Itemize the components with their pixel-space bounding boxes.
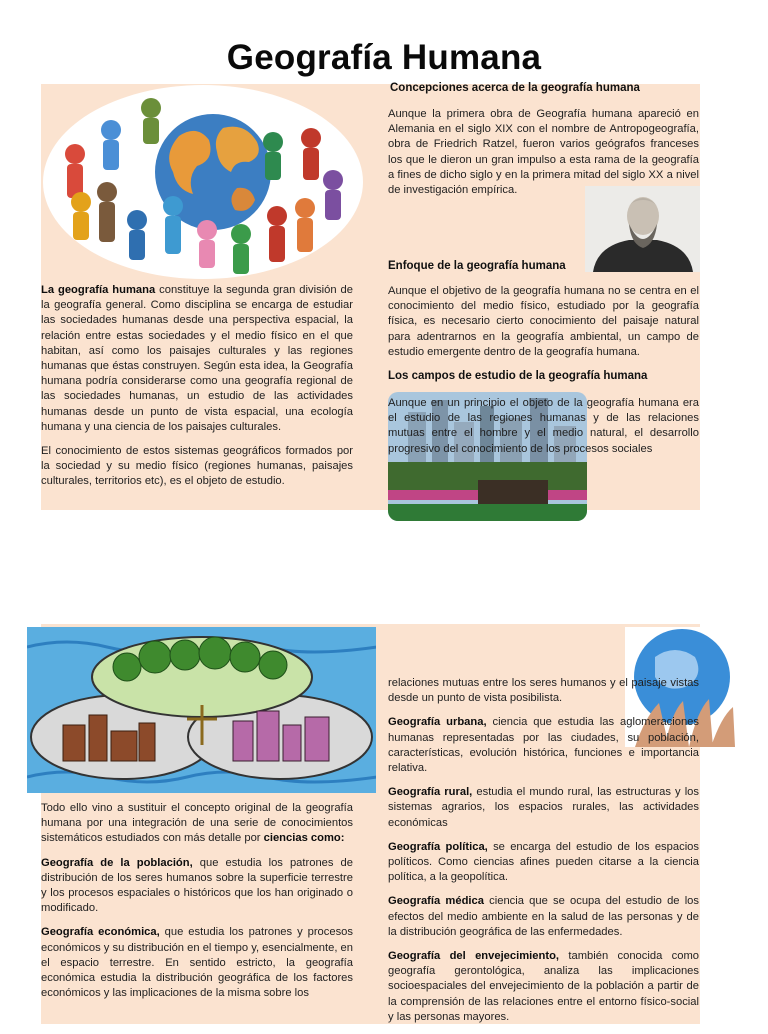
- intro-body: constituye la segunda gran división de la geografía general. Como disciplina se encarga de estudiar las sociedades humanas desde una perspectiva espacial, la relación entre estas sociedades y el medio físico en el que habitan, así como los paisajes culturales y las regiones humanas que éstas construyen. Según esta idea, la Geografía humana podría considerarse como una geografía regional de las sociedades humanas, un estudio de las actividades humanas desde un punto de vista espacial, una ecología humana y una ciencia de los paisajes culturales.: [41, 284, 353, 433]
- bottom-left-text: [41, 801, 353, 1010]
- posibilista-text: relaciones mutuas entre los seres humanos y el paisaje vistas desde un punto de vista posibilista.: [388, 677, 699, 705]
- intro-lead: La geografía humana: [41, 284, 156, 296]
- urbana-body: ciencia que estudia las aglomeraciones humanas representadas por las ciudades, su población, características, evolución histórica, funciones e importancia relativa.: [388, 716, 699, 775]
- intro-text: [41, 283, 353, 499]
- rural-title: Geografía rural,: [388, 786, 473, 799]
- envejecimiento-body: también conocida como geografía gerontológica, analiza las implicaciones socioespaciales del envejecimiento de la población a partir de la comprensión de las relaciones entre el entorno físico-social y las personas mayores.: [388, 950, 700, 1023]
- poblacion-body: que estudia los patrones de distribución de los seres humanos sobre la superficie terrestre y los procesos espaciales o históricos que los han originado o modificado.: [41, 856, 353, 915]
- poblacion-title: Geografía de la población,: [41, 856, 193, 869]
- bottom-right-text: [388, 676, 699, 1034]
- medica-title: Geografía médica: [388, 895, 484, 908]
- rural-body: estudia el mundo rural, las estructuras y los sistemas agrarios, los espacios rurales, las actividades económicas: [388, 786, 699, 829]
- ecology-illustration: [27, 627, 376, 793]
- ciencias-intro-bold: ciencias como:: [263, 832, 345, 845]
- ratzel-portrait: [585, 186, 700, 272]
- economica-body: que estudia los patrones y procesos económicos y su distribución en el tiempo y, esencialmente, en el espacio terrestre. En sentido estricto, la geografía económica estudia la distribución geográfica de los factores económicos y las implicaciones de la misma sobre los: [41, 926, 354, 1000]
- enfoque-text: Aunque el objetivo de la geografía humana no se centra en el conocimiento del medio físico, estudiado por la geografía física, es necesario cierto conocimiento del paisaje natural para adentrarnos en la geografía ambiental, un campo de estudio emergente dentro de la geografía humana.: [388, 285, 699, 358]
- page-title: Geografía Humana: [226, 38, 542, 77]
- economica-title: Geografía económica,: [41, 926, 160, 939]
- campos-heading: Los campos de estudio de la geografía humana: [388, 370, 648, 382]
- concepciones-text: Aunque la primera obra de Geografía humana apareció en Alemania en el siglo XIX con el nombre de Antropogeografía, obra de Friedrich Ratzel, fueron varios geógrafos franceses los que le dieron un gran impulso a esta rama de la geografía a fines de dicho siglo y en la primera mitad del siglo XX a nivel de investigación empírica.: [388, 108, 699, 197]
- politica-body: se encarga del estudio de los espacios políticos. Como ciencias afines pueden citarse a la ciencia política, a la geopolítica.: [388, 840, 699, 884]
- campos-text: Aunque en un principio el objeto de la geografía humana era el estudio de las regiones humanas y de las relaciones mutuas entre el hombre y el medio natural, el desarrollo progresivo del conocimiento de los procesos sociales: [388, 397, 699, 455]
- concepciones-heading: Concepciones acerca de la geografía humana: [390, 82, 640, 94]
- politica-title: Geografía política,: [388, 840, 488, 853]
- urbana-title: Geografía urbana,: [388, 716, 487, 729]
- ciencias-intro: Todo ello vino a sustituir el concepto original de la geografía humana por una integración de una serie de conocimientos sistemáticos estudiados con más detalle por: [41, 802, 353, 845]
- globe-children-illustration: [41, 84, 365, 280]
- envejecimiento-title: Geografía del envejecimiento,: [388, 950, 560, 963]
- intro-body2: El conocimiento de estos sistemas geográficos formados por la sociedad y su medio físico (regiones humanas, paisajes culturales, territorios etc), es el objeto de estudio.: [41, 445, 353, 488]
- enfoque-heading: Enfoque de la geografía humana: [388, 260, 566, 272]
- medica-body: ciencia que se ocupa del estudio de los efectos del medio ambiente en la salud de las personas y de la distribución geográfica de las enfermedades.: [388, 895, 699, 938]
